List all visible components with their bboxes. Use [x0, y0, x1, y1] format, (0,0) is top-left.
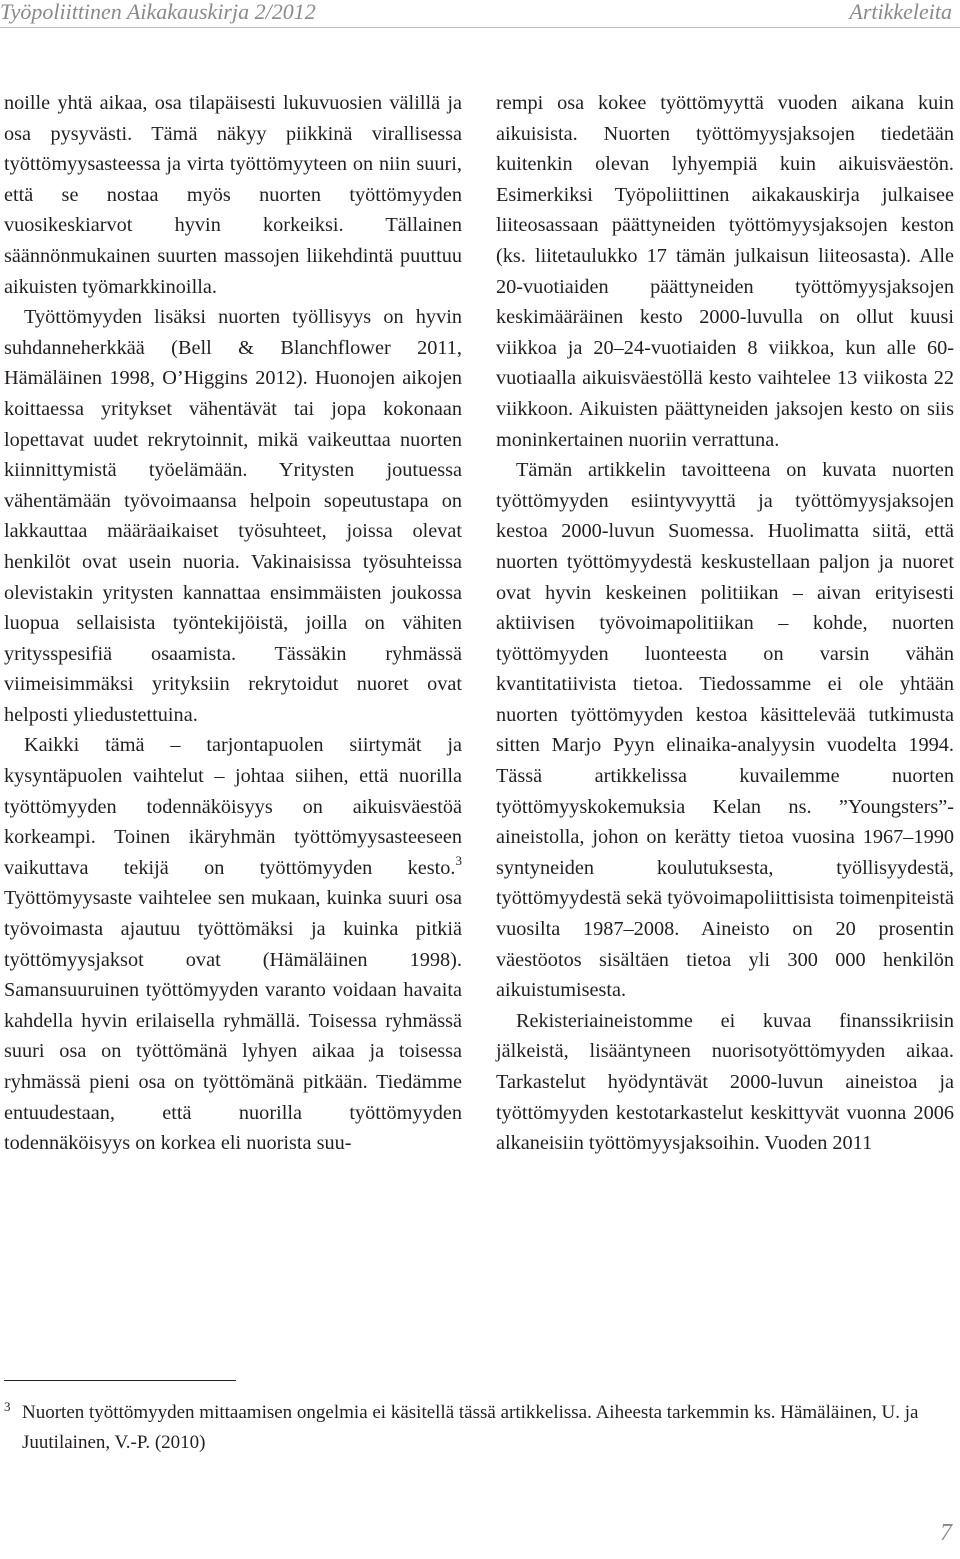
right-paragraph-2: Tämän artikkelin tavoitteena on kuvata nuorten työttömyyden esiintyvyyttä ja työttömyysjaksojen kestoa 2000-luvun Suomessa. Huolimatta siitä, että nuorten työttömyydestä keskustellaan paljon ja nuoret ovat hyvin keskeinen politiikan – aivan erityisesti aktiivisen työvoimapolitiikan – kohde, nuorten työttömyyden luonteesta on varsin vähän kvantitatiivista tietoa. Tiedossamme ei ole yhtään nuorten työttömyyden kestoa käsittelevää tutkimusta sitten Marjo Pyyn elinaika-analyysin vuodelta 1994. Tässä artikkelissa kuvailemme nuorten työttömyyskokemuksia Kelan ns. ”Youngsters”-aineistolla, johon on kerätty tietoa vuosina 1967–1990 syntyneiden koulutuksesta, työllisyydestä, työttömyydestä sekä työvoimapoliittisista toimenpiteistä vuosilta 1987–2008. Aineisto on 20 prosentin väestöotos sisältäen tietoa yli 300 000 henkilön aikuistumisesta. — [496, 459, 954, 1002]
left-paragraph-3-text-b: Työttömyysaste vaihtelee sen mukaan, kuinka suuri osa työvoimasta ajautuu työttömäksi ja kuinka pitkiä työttömyysjaksot ovat (Hämäläinen 1998). Samansuuruinen työttömyyden varanto voidaan havaita kahdella hyvin erilaisella ryhmällä. Toisessa ryhmässä suuri osa on työttömänä lyhyen aikaa ja toisessa ryhmässä pieni osa on työttömänä pitkään. Tiedämme entuudestaan, että nuorilla työttömyyden todennäköisyys on korkea eli nuorista suu- — [4, 887, 462, 1155]
page-number: 7 — [940, 1520, 952, 1546]
right-column — [496, 88, 954, 1159]
right-paragraph-3: Rekisteriaineistomme ei kuvaa finanssikriisin jälkeistä, lisääntyneen nuorisotyöttömyyden aikaa. Tarkastelut hyödyntävät 2000-luvun aineistoa ja työttömyyden kestotarkastelut keskittyvät vuonna 2006 alkaneisiin työttömyysjaksoihin. Vuoden 2011 — [496, 1009, 954, 1155]
footnote-reference[interactable]: 3 — [455, 852, 462, 868]
left-paragraph-3 — [4, 730, 462, 1158]
running-head — [0, 0, 960, 28]
right-paragraph-1: rempi osa kokee työttömyyttä vuoden aikana kuin aikuisista. Nuorten työttömyysjaksojen tiedetään kuitenkin olevan lyhyempiä kuin aikuisväestön. Esimerkiksi Työpoliittinen aikakauskirja julkaisee liiteosassaan päättyneiden työttömyysjaksojen keston (ks. liitetaulukko 17 tämän julkaisun liiteosasta). Alle 20-vuotiaiden päättyneiden työttömyysjaksojen keskimääräinen kesto 2000-luvulla on ollut kuusi viikkoa ja 20–24-vuotiaiden 8 viikkoa, kun alle 60-vuotiaalla aikuisväestöllä kesto vaihtelee 13 viikosta 22 viikkoon. Aikuisten päättyneiden jaksojen kesto on siis moninkertainen nuoriin verrattuna. — [496, 92, 954, 451]
footnote-divider — [4, 1380, 236, 1381]
footnote — [4, 1398, 954, 1458]
left-paragraph-1: noille yhtä aikaa, osa tilapäisesti lukuvuosien välillä ja osa pysyvästi. Tämä näkyy piikkinä virallisessa työttömyysasteessa ja virta työttömyyteen on niin suuri, että se nostaa myös nuorten työttömyyden vuosikeskiarvot hyvin korkeiksi. Tällainen säännönmukainen suurten massojen liikehdintä puuttuu aikuisten työmarkkinoilla. — [4, 92, 462, 298]
footnote-mark: 3 — [4, 1399, 11, 1414]
left-paragraph-3-text-a: Kaikki tämä – tarjontapuolen siirtymät ja kysyntäpuolen vaihtelut – johtaa siihen, että nuorilla työttömyyden todennäköisyys on aikuisväestöä korkeampi. Toinen ikäryhmän työttömyysasteeseen vaikuttava tekijä on työttömyyden kesto. — [4, 734, 462, 879]
journal-title: Työpoliittinen Aikakauskirja 2/2012 — [0, 0, 316, 24]
footnote-text: Nuorten työttömyyden mittaamisen ongelmia ei käsitellä tässä artikkelissa. Aiheesta tarkemmin ks. Hämäläinen, U. ja Juutilainen, V.-P. (2010) — [22, 1402, 919, 1453]
left-paragraph-2: Työttömyyden lisäksi nuorten työllisyys on hyvin suhdanneherkkää (Bell & Blanchflower 2011, Hämäläinen 1998, O’Higgins 2012). Huonojen aikojen koittaessa yritykset vähentävät tai jopa kokonaan lopettavat uudet rekrytoinnit, mikä vaikeuttaa nuorten kiinnittymistä työelämään. Yritysten joutuessa vähentämään työvoimaansa helpoin sopeutustapa on lakkauttaa määräaikaiset työsuhteet, joissa olevat henkilöt ovat usein nuoria. Vakinaisissa työsuhteissa olevistakin yritysten kannattaa ensimmäisten joukossa luopua sellaisista työntekijöistä, joilla on vähiten yritysspesifiä osaamista. Tässäkin ryhmässä viimeisimmäksi yrityksiin rekrytoidut nuoret ovat helposti yliedustettuina. — [4, 306, 462, 726]
left-column — [4, 88, 462, 1159]
section-title: Artikkeleita — [849, 0, 952, 24]
